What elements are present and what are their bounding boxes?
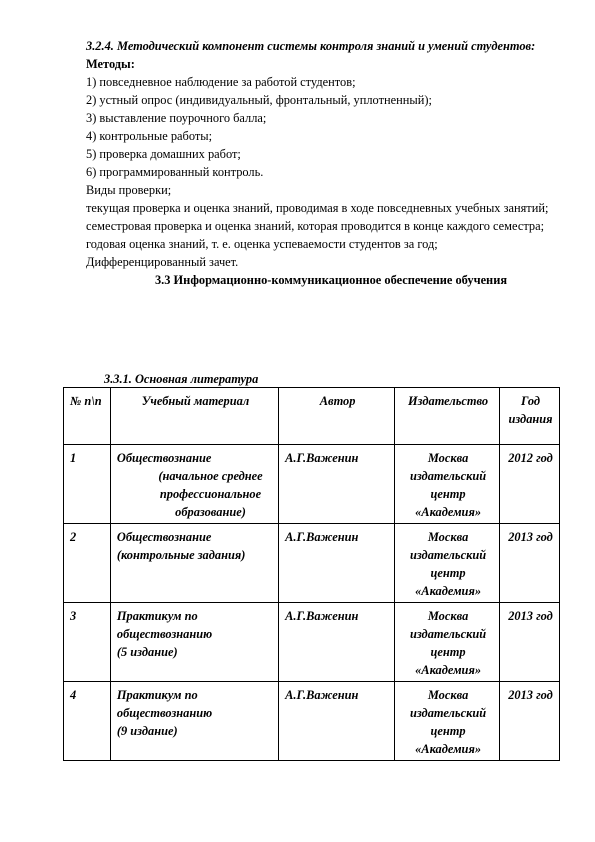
header-author: Автор (279, 388, 395, 445)
header-year: Год издания (500, 388, 560, 445)
table-row (64, 603, 560, 682)
row-year: 2013 год (500, 524, 560, 603)
material-detail: (начальное среднее профессиональное образование) (158, 469, 263, 519)
material-title: Обществознание (116, 530, 212, 544)
method-line: 4) контрольные работы; (86, 129, 213, 143)
row-author: А.Г.Важенин (279, 445, 395, 524)
section-331-heading: 3.3.1. Основная литература (104, 372, 259, 386)
table-row (64, 524, 560, 603)
section-324-title: 3.2.4. Методический компонент системы контроля знаний и умений студентов: (86, 39, 536, 53)
method-line: 1) повседневное наблюдение за работой студентов; (86, 75, 356, 89)
row-num: 3 (64, 603, 111, 682)
row-author: А.Г.Важенин (279, 524, 395, 603)
row-num: 4 (64, 682, 111, 761)
material-detail: (5 издание) (116, 645, 178, 659)
table-row (64, 445, 560, 524)
row-material (110, 445, 278, 524)
row-year: 2013 год (500, 603, 560, 682)
material-title: Практикум по обществознанию (116, 609, 213, 641)
material-title: Обществознание (116, 451, 212, 465)
row-material (110, 603, 278, 682)
material-title: Практикум по обществознанию (116, 688, 213, 720)
method-line: 5) проверка домашних работ; (86, 147, 241, 161)
table-row (64, 682, 560, 761)
row-publisher: Москва издательский центр «Академия» (395, 524, 500, 603)
row-material (110, 682, 278, 761)
check-types-label: Виды проверки; (86, 183, 172, 197)
row-year: 2012 год (500, 445, 560, 524)
row-num: 1 (64, 445, 111, 524)
material-detail: (контрольные задания) (116, 548, 246, 562)
row-author: А.Г.Важенин (279, 682, 395, 761)
header-publisher: Издательство (395, 388, 500, 445)
header-material: Учебный материал (110, 388, 278, 445)
check-type-line: текущая проверка и оценка знаний, проводимая в ходе повседневных учебных занятий; (86, 201, 549, 215)
row-year: 2013 год (500, 682, 560, 761)
row-publisher: Москва издательский центр «Академия» (395, 682, 500, 761)
row-publisher: Москва издательский центр «Академия» (395, 445, 500, 524)
header-num: № п\п (64, 388, 111, 445)
method-line: 3) выставление поурочного балла; (86, 111, 267, 125)
section-324 (86, 37, 556, 289)
row-num: 2 (64, 524, 111, 603)
method-line: 2) устный опрос (индивидуальный, фронтальный, уплотненный); (86, 93, 432, 107)
material-detail: (9 издание) (116, 724, 178, 738)
methods-label: Методы: (86, 57, 135, 71)
section-33-heading: 3.3 Информационно-коммуникационное обеспечение обучения (154, 273, 508, 287)
row-author: А.Г.Важенин (279, 603, 395, 682)
section-324-heading (86, 37, 556, 73)
method-line: 6) программированный контроль. (86, 165, 264, 179)
check-type-line: Дифференцированный зачет. (86, 255, 239, 269)
check-type-line: годовая оценка знаний, т. е. оценка успеваемости студентов за год; (86, 237, 438, 251)
row-material (110, 524, 278, 603)
row-publisher: Москва издательский центр «Академия» (395, 603, 500, 682)
table-header-row (64, 388, 560, 445)
literature-table (63, 387, 560, 761)
check-type-line: семестровая проверка и оценка знаний, которая проводится в конце каждого семестра; (86, 219, 545, 233)
